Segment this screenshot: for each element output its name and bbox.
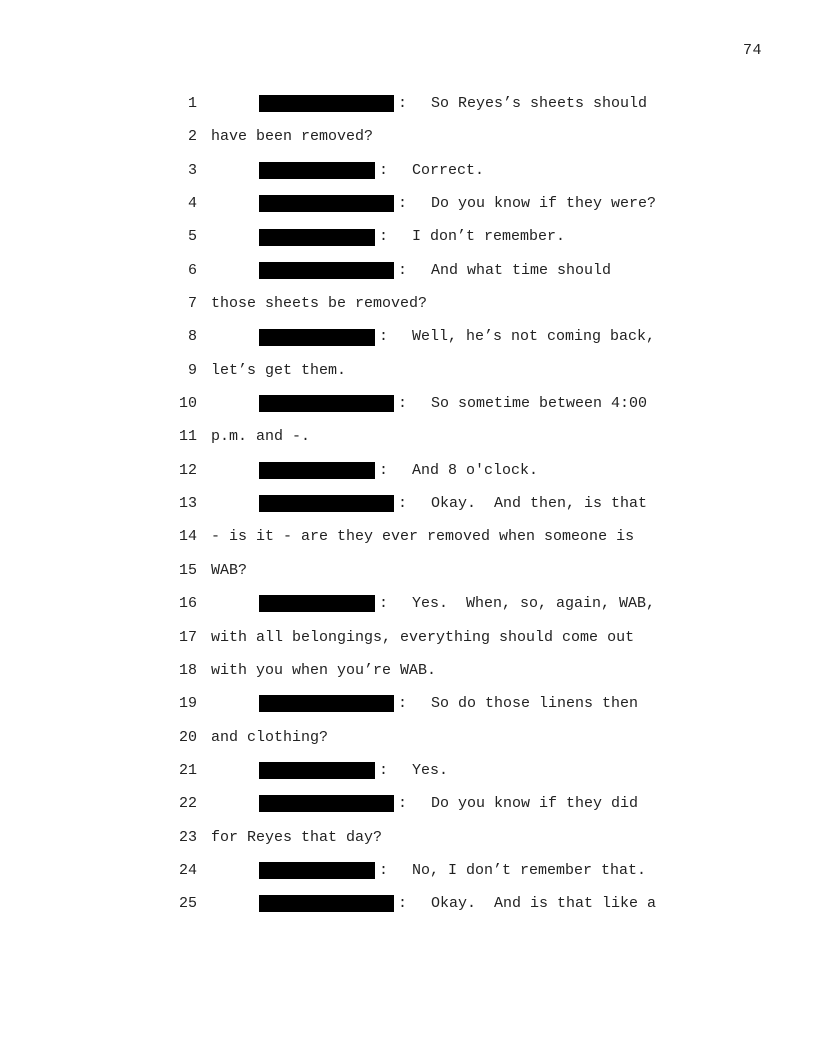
speaker-line bbox=[259, 220, 565, 253]
line-number: 1 bbox=[187, 95, 197, 112]
redaction-bar bbox=[259, 195, 394, 212]
transcript-line bbox=[0, 887, 816, 920]
line-number: 23 bbox=[178, 828, 197, 846]
speaker-line bbox=[259, 387, 647, 420]
redaction-bar bbox=[259, 795, 394, 812]
line-text: have been removed? bbox=[211, 128, 374, 146]
speaker-line bbox=[259, 320, 655, 353]
transcript-line bbox=[0, 254, 816, 287]
speaker-colon: : bbox=[379, 161, 389, 179]
line-text: Yes. bbox=[412, 761, 449, 779]
line-number: 18 bbox=[178, 661, 197, 679]
speaker-line bbox=[259, 854, 646, 887]
transcript-line bbox=[0, 621, 816, 654]
line-number: 13 bbox=[178, 495, 197, 513]
transcript-line bbox=[0, 87, 816, 120]
line-text: So sometime between 4:00 bbox=[431, 395, 648, 413]
transcript-line bbox=[0, 287, 816, 320]
line-text: Okay. And then, is that bbox=[431, 495, 648, 513]
transcript-line bbox=[0, 387, 816, 420]
line-number: 10 bbox=[178, 395, 197, 413]
line-number: 22 bbox=[178, 795, 197, 813]
line-text: Well, he’s not coming back, bbox=[412, 328, 656, 346]
line-number: 3 bbox=[187, 161, 197, 179]
line-text: p.m. and -. bbox=[211, 428, 311, 446]
speaker-colon: : bbox=[398, 395, 408, 413]
line-text: Do you know if they did bbox=[431, 795, 639, 813]
speaker-colon: : bbox=[379, 461, 389, 479]
speaker-colon: : bbox=[398, 695, 408, 713]
transcript-line bbox=[0, 520, 816, 553]
speaker-line bbox=[259, 787, 638, 820]
line-number: 17 bbox=[178, 628, 197, 646]
speaker-colon: : bbox=[398, 195, 408, 213]
line-number: 15 bbox=[178, 561, 197, 579]
line-text: let’s get them. bbox=[211, 361, 347, 379]
redaction-bar bbox=[259, 895, 394, 912]
line-text: with all belongings, everything should come out bbox=[211, 628, 635, 646]
redaction-bar bbox=[259, 395, 394, 412]
transcript-line bbox=[0, 721, 816, 754]
transcript-line bbox=[0, 320, 816, 353]
line-text: - is it - are they ever removed when someone is bbox=[211, 528, 635, 546]
line-number: 6 bbox=[187, 261, 197, 279]
speaker-line bbox=[259, 487, 647, 520]
line-number: 2 bbox=[187, 128, 197, 146]
redaction-bar bbox=[259, 862, 375, 879]
speaker-line bbox=[259, 754, 448, 787]
speaker-colon: : bbox=[398, 895, 408, 913]
line-number: 25 bbox=[178, 895, 197, 913]
transcript-line bbox=[0, 754, 816, 787]
transcript-line bbox=[0, 487, 816, 520]
speaker-line bbox=[259, 87, 647, 120]
line-text: WAB? bbox=[211, 561, 248, 579]
speaker-line bbox=[259, 187, 656, 220]
line-number: 8 bbox=[187, 328, 197, 346]
transcript-line bbox=[0, 154, 816, 187]
line-text: No, I don’t remember that. bbox=[412, 861, 647, 879]
speaker-colon: : bbox=[379, 861, 389, 879]
redaction-bar bbox=[259, 762, 375, 779]
speaker-colon: : bbox=[379, 328, 389, 346]
speaker-line bbox=[259, 254, 611, 287]
line-text: for Reyes that day? bbox=[211, 828, 383, 846]
line-text: And 8 o'clock. bbox=[412, 461, 539, 479]
redaction-bar bbox=[259, 595, 375, 612]
speaker-line bbox=[259, 454, 538, 487]
line-number: 21 bbox=[178, 761, 197, 779]
redaction-bar bbox=[259, 162, 375, 179]
transcript-body bbox=[0, 87, 816, 921]
line-number: 14 bbox=[178, 528, 197, 546]
line-number: 5 bbox=[187, 228, 197, 246]
speaker-line bbox=[259, 687, 638, 720]
redaction-bar bbox=[259, 95, 394, 112]
speaker-colon: : bbox=[398, 495, 408, 513]
line-number: 19 bbox=[178, 695, 197, 713]
transcript-line bbox=[0, 454, 816, 487]
line-number: 12 bbox=[178, 461, 197, 479]
line-text: and clothing? bbox=[211, 728, 329, 746]
transcript-line bbox=[0, 821, 816, 854]
transcript-line bbox=[0, 654, 816, 687]
speaker-colon: : bbox=[398, 261, 408, 279]
redaction-bar bbox=[259, 262, 394, 279]
redaction-bar bbox=[259, 495, 394, 512]
line-number: 7 bbox=[187, 295, 197, 313]
redaction-bar bbox=[259, 329, 375, 346]
line-text: Do you know if they were? bbox=[431, 195, 657, 213]
page-number: 74 bbox=[742, 42, 762, 59]
line-number: 16 bbox=[178, 595, 197, 613]
line-text: Correct. bbox=[412, 161, 485, 179]
speaker-line bbox=[259, 587, 655, 620]
speaker-colon: : bbox=[398, 95, 408, 112]
transcript-line bbox=[0, 587, 816, 620]
line-text: So Reyes’s sheets should bbox=[431, 95, 648, 112]
speaker-colon: : bbox=[379, 595, 389, 613]
redaction-bar bbox=[259, 462, 375, 479]
line-text: So do those linens then bbox=[431, 695, 639, 713]
line-text: And what time should bbox=[431, 261, 612, 279]
line-text: I don’t remember. bbox=[412, 228, 566, 246]
line-text: Okay. And is that like a bbox=[431, 895, 657, 913]
transcript-line bbox=[0, 120, 816, 153]
transcript-line bbox=[0, 687, 816, 720]
transcript-line bbox=[0, 354, 816, 387]
line-text: those sheets be removed? bbox=[211, 295, 428, 313]
redaction-bar bbox=[259, 695, 394, 712]
line-number: 9 bbox=[187, 361, 197, 379]
line-number: 24 bbox=[178, 861, 197, 879]
line-text: Yes. When, so, again, WAB, bbox=[412, 595, 656, 613]
line-text: with you when you’re WAB. bbox=[211, 661, 437, 679]
speaker-colon: : bbox=[379, 228, 389, 246]
line-number: 20 bbox=[178, 728, 197, 746]
transcript-line bbox=[0, 220, 816, 253]
speaker-line bbox=[259, 887, 656, 920]
transcript-line bbox=[0, 787, 816, 820]
transcript-line bbox=[0, 554, 816, 587]
speaker-line bbox=[259, 154, 484, 187]
transcript-line bbox=[0, 420, 816, 453]
transcript-line bbox=[0, 854, 816, 887]
speaker-colon: : bbox=[398, 795, 408, 813]
line-number: 11 bbox=[178, 428, 197, 446]
redaction-bar bbox=[259, 229, 375, 246]
line-number: 4 bbox=[187, 195, 197, 213]
transcript-line bbox=[0, 187, 816, 220]
speaker-colon: : bbox=[379, 761, 389, 779]
